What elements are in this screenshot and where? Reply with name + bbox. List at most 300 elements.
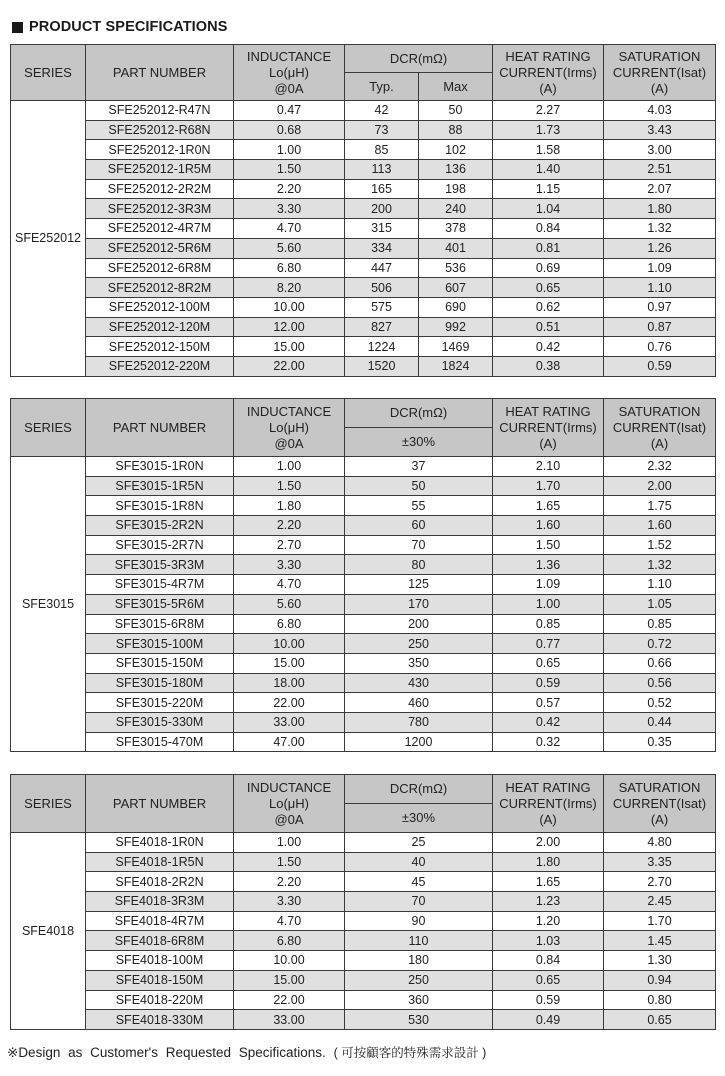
dcr-cell: 170 (345, 594, 493, 614)
inductance-cell: 5.60 (234, 594, 345, 614)
heat-rating-current-cell: 0.84 (493, 951, 604, 971)
saturation-current-cell: 2.51 (604, 160, 716, 180)
table-row (11, 297, 716, 317)
series-cell: SFE4018 (11, 833, 86, 1030)
table-row (11, 555, 716, 575)
part-number-cell: SFE4018-3R3M (86, 892, 234, 912)
heat-rating-current-cell: 0.42 (493, 337, 604, 357)
part-number-cell: SFE252012-3R3M (86, 199, 234, 219)
part-number-cell: SFE4018-150M (86, 970, 234, 990)
inductance-cell: 8.20 (234, 278, 345, 298)
saturation-current-cell: 0.72 (604, 634, 716, 654)
table-row (11, 931, 716, 951)
saturation-current-cell: 1.32 (604, 555, 716, 575)
heat-rating-current-cell: 0.49 (493, 1010, 604, 1030)
footnote-cjk-text: ( 可按顧客的特殊需求設計 ) (333, 1046, 487, 1060)
inductance-cell: 15.00 (234, 337, 345, 357)
table-row (11, 673, 716, 693)
heat-rating-current-cell: 1.09 (493, 575, 604, 595)
inductance-cell: 1.50 (234, 852, 345, 872)
heat-rating-current-cell: 1.15 (493, 179, 604, 199)
part-number-cell: SFE252012-1R0N (86, 140, 234, 160)
inductance-cell: 3.30 (234, 555, 345, 575)
header-dcr: DCR(mΩ) (345, 399, 493, 428)
part-number-cell: SFE252012-R47N (86, 101, 234, 121)
header-heat-rating (493, 399, 604, 457)
table-row (11, 693, 716, 713)
spec-table-sfe252012 (10, 44, 716, 377)
dcr-max-cell: 240 (419, 199, 493, 219)
inductance-cell: 1.00 (234, 457, 345, 477)
header-dcr: DCR(mΩ) (345, 45, 493, 73)
dcr-cell: 360 (345, 990, 493, 1010)
header-dcr-max: Max (419, 73, 493, 101)
part-number-cell: SFE3015-2R2N (86, 516, 234, 536)
dcr-max-cell: 102 (419, 140, 493, 160)
inductance-cell: 22.00 (234, 990, 345, 1010)
table-row (11, 990, 716, 1010)
part-number-cell: SFE3015-2R7N (86, 535, 234, 555)
dcr-cell: 70 (345, 535, 493, 555)
dcr-cell: 60 (345, 516, 493, 536)
saturation-current-cell: 0.52 (604, 693, 716, 713)
table-row (11, 278, 716, 298)
part-number-cell: SFE4018-2R2N (86, 872, 234, 892)
part-number-cell: SFE3015-1R5N (86, 476, 234, 496)
heat-rating-current-cell: 0.65 (493, 278, 604, 298)
table-row (11, 892, 716, 912)
part-number-cell: SFE3015-220M (86, 693, 234, 713)
series-cell: SFE252012 (11, 101, 86, 377)
part-number-cell: SFE252012-1R5M (86, 160, 234, 180)
dcr-typ-cell: 1520 (345, 356, 419, 376)
table-row (11, 317, 716, 337)
table-row (11, 219, 716, 239)
inductance-cell: 33.00 (234, 1010, 345, 1030)
part-number-cell: SFE3015-150M (86, 653, 234, 673)
inductance-cell: 10.00 (234, 951, 345, 971)
header-heat-line3: (A) (539, 811, 557, 827)
saturation-current-cell: 0.87 (604, 317, 716, 337)
table-row (11, 970, 716, 990)
table-row (11, 614, 716, 634)
table-row (11, 872, 716, 892)
dcr-max-cell: 88 (419, 120, 493, 140)
inductance-cell: 18.00 (234, 673, 345, 693)
saturation-current-cell: 1.26 (604, 238, 716, 258)
saturation-current-cell: 4.03 (604, 101, 716, 121)
inductance-cell: 2.20 (234, 179, 345, 199)
part-number-cell: SFE4018-4R7M (86, 911, 234, 931)
heat-rating-current-cell: 1.58 (493, 140, 604, 160)
table-row (11, 140, 716, 160)
header-dcr-tolerance: ±30% (345, 804, 493, 833)
saturation-current-cell: 1.60 (604, 516, 716, 536)
inductance-cell: 10.00 (234, 297, 345, 317)
part-number-cell: SFE252012-120M (86, 317, 234, 337)
header-heat-line1: HEAT RATING (505, 779, 591, 795)
inductance-cell: 5.60 (234, 238, 345, 258)
header-dcr: DCR(mΩ) (345, 775, 493, 804)
header-sat-line3: (A) (650, 80, 669, 96)
dcr-max-cell: 198 (419, 179, 493, 199)
dcr-typ-cell: 827 (345, 317, 419, 337)
saturation-current-cell: 2.45 (604, 892, 716, 912)
header-inductance-line2: Lo(μH) (269, 795, 309, 811)
dcr-cell: 70 (345, 892, 493, 912)
heat-rating-current-cell: 1.00 (493, 594, 604, 614)
part-number-cell: SFE3015-4R7M (86, 575, 234, 595)
inductance-cell: 0.47 (234, 101, 345, 121)
heat-rating-current-cell: 1.20 (493, 911, 604, 931)
table-row (11, 238, 716, 258)
saturation-current-cell: 0.85 (604, 614, 716, 634)
heat-rating-current-cell: 1.36 (493, 555, 604, 575)
black-square-icon (12, 22, 23, 33)
header-saturation (604, 399, 716, 457)
heat-rating-current-cell: 1.80 (493, 852, 604, 872)
dcr-max-cell: 690 (419, 297, 493, 317)
header-part-number: PART NUMBER (86, 775, 234, 833)
dcr-max-cell: 401 (419, 238, 493, 258)
dcr-cell: 200 (345, 614, 493, 634)
header-heat-rating (493, 775, 604, 833)
part-number-cell: SFE252012-150M (86, 337, 234, 357)
inductance-cell: 1.80 (234, 496, 345, 516)
spec-table-sfe4018 (10, 774, 716, 1030)
table-row (11, 634, 716, 654)
series-cell: SFE3015 (11, 457, 86, 752)
table-row (11, 258, 716, 278)
dcr-typ-cell: 447 (345, 258, 419, 278)
header-sat-line2: CURRENT(Isat) (612, 419, 707, 435)
reference-mark-icon: ※ (7, 1045, 19, 1060)
part-number-cell: SFE252012-220M (86, 356, 234, 376)
part-number-cell: SFE3015-470M (86, 732, 234, 752)
dcr-cell: 37 (345, 457, 493, 477)
table-row (11, 476, 716, 496)
dcr-cell: 110 (345, 931, 493, 951)
inductance-cell: 6.80 (234, 614, 345, 634)
saturation-current-cell: 0.94 (604, 970, 716, 990)
heat-rating-current-cell: 1.65 (493, 872, 604, 892)
table-row (11, 199, 716, 219)
heat-rating-current-cell: 2.27 (493, 101, 604, 121)
heat-rating-current-cell: 2.10 (493, 457, 604, 477)
header-inductance-line1: INDUCTANCE (246, 403, 332, 419)
heat-rating-current-cell: 0.84 (493, 219, 604, 239)
header-dcr-typ: Typ. (345, 73, 419, 101)
inductance-cell: 33.00 (234, 712, 345, 732)
header-inductance-line2: Lo(μH) (269, 419, 309, 435)
dcr-cell: 250 (345, 970, 493, 990)
part-number-cell: SFE4018-330M (86, 1010, 234, 1030)
dcr-cell: 1200 (345, 732, 493, 752)
inductance-cell: 2.20 (234, 516, 345, 536)
dcr-max-cell: 1469 (419, 337, 493, 357)
dcr-cell: 90 (345, 911, 493, 931)
saturation-current-cell: 1.45 (604, 931, 716, 951)
header-inductance (234, 45, 345, 101)
part-number-cell: SFE4018-220M (86, 990, 234, 1010)
part-number-cell: SFE3015-180M (86, 673, 234, 693)
dcr-max-cell: 136 (419, 160, 493, 180)
heat-rating-current-cell: 0.38 (493, 356, 604, 376)
dcr-max-cell: 536 (419, 258, 493, 278)
part-number-cell: SFE4018-6R8M (86, 931, 234, 951)
header-heat-line3: (A) (539, 435, 557, 451)
inductance-cell: 22.00 (234, 356, 345, 376)
heat-rating-current-cell: 1.23 (493, 892, 604, 912)
table-row (11, 833, 716, 853)
inductance-cell: 4.70 (234, 219, 345, 239)
dcr-typ-cell: 1224 (345, 337, 419, 357)
saturation-current-cell: 1.05 (604, 594, 716, 614)
part-number-cell: SFE3015-330M (86, 712, 234, 732)
dcr-cell: 80 (345, 555, 493, 575)
inductance-cell: 12.00 (234, 317, 345, 337)
saturation-current-cell: 2.07 (604, 179, 716, 199)
table-row (11, 594, 716, 614)
header-dcr-tolerance: ±30% (345, 428, 493, 457)
table-row (11, 911, 716, 931)
part-number-cell: SFE252012-6R8M (86, 258, 234, 278)
part-number-cell: SFE4018-1R0N (86, 833, 234, 853)
header-inductance (234, 399, 345, 457)
saturation-current-cell: 1.75 (604, 496, 716, 516)
part-number-cell: SFE252012-8R2M (86, 278, 234, 298)
saturation-current-cell: 0.65 (604, 1010, 716, 1030)
saturation-current-cell: 1.32 (604, 219, 716, 239)
heat-rating-current-cell: 1.40 (493, 160, 604, 180)
inductance-cell: 22.00 (234, 693, 345, 713)
saturation-current-cell: 0.35 (604, 732, 716, 752)
header-sat-line2: CURRENT(Isat) (612, 64, 707, 80)
part-number-cell: SFE3015-1R8N (86, 496, 234, 516)
heat-rating-current-cell: 0.69 (493, 258, 604, 278)
heat-rating-current-cell: 0.77 (493, 634, 604, 654)
header-saturation (604, 775, 716, 833)
dcr-typ-cell: 42 (345, 101, 419, 121)
heat-rating-current-cell: 0.59 (493, 673, 604, 693)
header-sat-line1: SATURATION (618, 779, 701, 795)
saturation-current-cell: 1.52 (604, 535, 716, 555)
saturation-current-cell: 0.76 (604, 337, 716, 357)
dcr-max-cell: 50 (419, 101, 493, 121)
saturation-current-cell: 3.35 (604, 852, 716, 872)
dcr-typ-cell: 506 (345, 278, 419, 298)
dcr-cell: 40 (345, 852, 493, 872)
saturation-current-cell: 3.00 (604, 140, 716, 160)
header-sat-line3: (A) (650, 811, 669, 827)
inductance-cell: 3.30 (234, 892, 345, 912)
header-series: SERIES (11, 45, 86, 101)
dcr-cell: 460 (345, 693, 493, 713)
inductance-cell: 15.00 (234, 653, 345, 673)
dcr-max-cell: 378 (419, 219, 493, 239)
dcr-cell: 530 (345, 1010, 493, 1030)
inductance-cell: 6.80 (234, 258, 345, 278)
header-part-number: PART NUMBER (86, 399, 234, 457)
table-row (11, 852, 716, 872)
inductance-cell: 1.50 (234, 476, 345, 496)
heat-rating-current-cell: 1.60 (493, 516, 604, 536)
part-number-cell: SFE4018-100M (86, 951, 234, 971)
part-number-cell: SFE252012-100M (86, 297, 234, 317)
heat-rating-current-cell: 0.85 (493, 614, 604, 634)
dcr-cell: 125 (345, 575, 493, 595)
section-title (12, 19, 228, 35)
inductance-cell: 4.70 (234, 911, 345, 931)
inductance-cell: 1.00 (234, 140, 345, 160)
heat-rating-current-cell: 0.42 (493, 712, 604, 732)
heat-rating-current-cell: 1.04 (493, 199, 604, 219)
inductance-cell: 0.68 (234, 120, 345, 140)
header-saturation (604, 45, 716, 101)
heat-rating-current-cell: 0.65 (493, 653, 604, 673)
inductance-cell: 15.00 (234, 970, 345, 990)
inductance-cell: 6.80 (234, 931, 345, 951)
header-heat-line2: CURRENT(Irms) (499, 419, 597, 435)
header-series: SERIES (11, 775, 86, 833)
header-part-number: PART NUMBER (86, 45, 234, 101)
heat-rating-current-cell: 0.57 (493, 693, 604, 713)
part-number-cell: SFE252012-4R7M (86, 219, 234, 239)
part-number-cell: SFE252012-5R6M (86, 238, 234, 258)
dcr-max-cell: 1824 (419, 356, 493, 376)
dcr-cell: 780 (345, 712, 493, 732)
heat-rating-current-cell: 2.00 (493, 833, 604, 853)
saturation-current-cell: 1.70 (604, 911, 716, 931)
table-row (11, 101, 716, 121)
saturation-current-cell: 2.70 (604, 872, 716, 892)
table-row (11, 179, 716, 199)
dcr-typ-cell: 200 (345, 199, 419, 219)
heat-rating-current-cell: 0.65 (493, 970, 604, 990)
footnote-text: Design as Customer's Requested Specifications. (18, 1045, 326, 1060)
saturation-current-cell: 0.66 (604, 653, 716, 673)
heat-rating-current-cell: 0.32 (493, 732, 604, 752)
heat-rating-current-cell: 1.65 (493, 496, 604, 516)
saturation-current-cell: 1.10 (604, 575, 716, 595)
dcr-cell: 250 (345, 634, 493, 654)
header-heat-line1: HEAT RATING (505, 403, 591, 419)
inductance-cell: 3.30 (234, 199, 345, 219)
inductance-cell: 10.00 (234, 634, 345, 654)
inductance-cell: 2.70 (234, 535, 345, 555)
heat-rating-current-cell: 1.70 (493, 476, 604, 496)
dcr-typ-cell: 165 (345, 179, 419, 199)
dcr-typ-cell: 73 (345, 120, 419, 140)
footnote (7, 1043, 486, 1061)
table-row (11, 951, 716, 971)
header-series: SERIES (11, 399, 86, 457)
part-number-cell: SFE3015-6R8M (86, 614, 234, 634)
saturation-current-cell: 3.43 (604, 120, 716, 140)
dcr-typ-cell: 575 (345, 297, 419, 317)
header-sat-line1: SATURATION (618, 403, 701, 419)
dcr-max-cell: 607 (419, 278, 493, 298)
header-inductance-line3: @0A (274, 80, 304, 96)
table-row (11, 575, 716, 595)
heat-rating-current-cell: 0.62 (493, 297, 604, 317)
dcr-cell: 430 (345, 673, 493, 693)
table-row (11, 653, 716, 673)
table-row (11, 535, 716, 555)
dcr-typ-cell: 315 (345, 219, 419, 239)
header-sat-line3: (A) (650, 435, 669, 451)
header-inductance-line3: @0A (274, 435, 304, 451)
dcr-cell: 180 (345, 951, 493, 971)
section-title-text: PRODUCT SPECIFICATIONS (29, 19, 228, 35)
table-row (11, 356, 716, 376)
saturation-current-cell: 1.30 (604, 951, 716, 971)
header-heat-line1: HEAT RATING (505, 48, 591, 64)
heat-rating-current-cell: 1.50 (493, 535, 604, 555)
table-row (11, 712, 716, 732)
saturation-current-cell: 0.56 (604, 673, 716, 693)
part-number-cell: SFE3015-100M (86, 634, 234, 654)
header-inductance-line3: @0A (274, 811, 304, 827)
header-sat-line2: CURRENT(Isat) (612, 795, 707, 811)
part-number-cell: SFE4018-1R5N (86, 852, 234, 872)
saturation-current-cell: 2.32 (604, 457, 716, 477)
table-row (11, 1010, 716, 1030)
table-row (11, 160, 716, 180)
saturation-current-cell: 1.80 (604, 199, 716, 219)
table-row (11, 732, 716, 752)
inductance-cell: 47.00 (234, 732, 345, 752)
dcr-cell: 350 (345, 653, 493, 673)
header-heat-line2: CURRENT(Irms) (499, 795, 597, 811)
inductance-cell: 1.00 (234, 833, 345, 853)
heat-rating-current-cell: 0.81 (493, 238, 604, 258)
saturation-current-cell: 1.10 (604, 278, 716, 298)
inductance-cell: 2.20 (234, 872, 345, 892)
header-inductance (234, 775, 345, 833)
dcr-cell: 25 (345, 833, 493, 853)
saturation-current-cell: 0.97 (604, 297, 716, 317)
dcr-typ-cell: 334 (345, 238, 419, 258)
heat-rating-current-cell: 1.73 (493, 120, 604, 140)
inductance-cell: 1.50 (234, 160, 345, 180)
part-number-cell: SFE252012-2R2M (86, 179, 234, 199)
dcr-cell: 50 (345, 476, 493, 496)
inductance-cell: 4.70 (234, 575, 345, 595)
heat-rating-current-cell: 0.51 (493, 317, 604, 337)
part-number-cell: SFE3015-5R6M (86, 594, 234, 614)
header-heat-line3: (A) (539, 80, 557, 96)
table-row (11, 120, 716, 140)
saturation-current-cell: 0.59 (604, 356, 716, 376)
saturation-current-cell: 4.80 (604, 833, 716, 853)
table-row (11, 496, 716, 516)
saturation-current-cell: 0.80 (604, 990, 716, 1010)
header-sat-line1: SATURATION (618, 48, 701, 64)
header-heat-rating (493, 45, 604, 101)
header-inductance-line2: Lo(μH) (269, 64, 309, 80)
heat-rating-current-cell: 1.03 (493, 931, 604, 951)
part-number-cell: SFE252012-R68N (86, 120, 234, 140)
table-row (11, 337, 716, 357)
dcr-cell: 55 (345, 496, 493, 516)
spec-table-sfe3015 (10, 398, 716, 752)
table-row (11, 516, 716, 536)
table-row (11, 457, 716, 477)
header-inductance-line1: INDUCTANCE (246, 779, 332, 795)
dcr-cell: 45 (345, 872, 493, 892)
header-heat-line2: CURRENT(Irms) (499, 64, 597, 80)
